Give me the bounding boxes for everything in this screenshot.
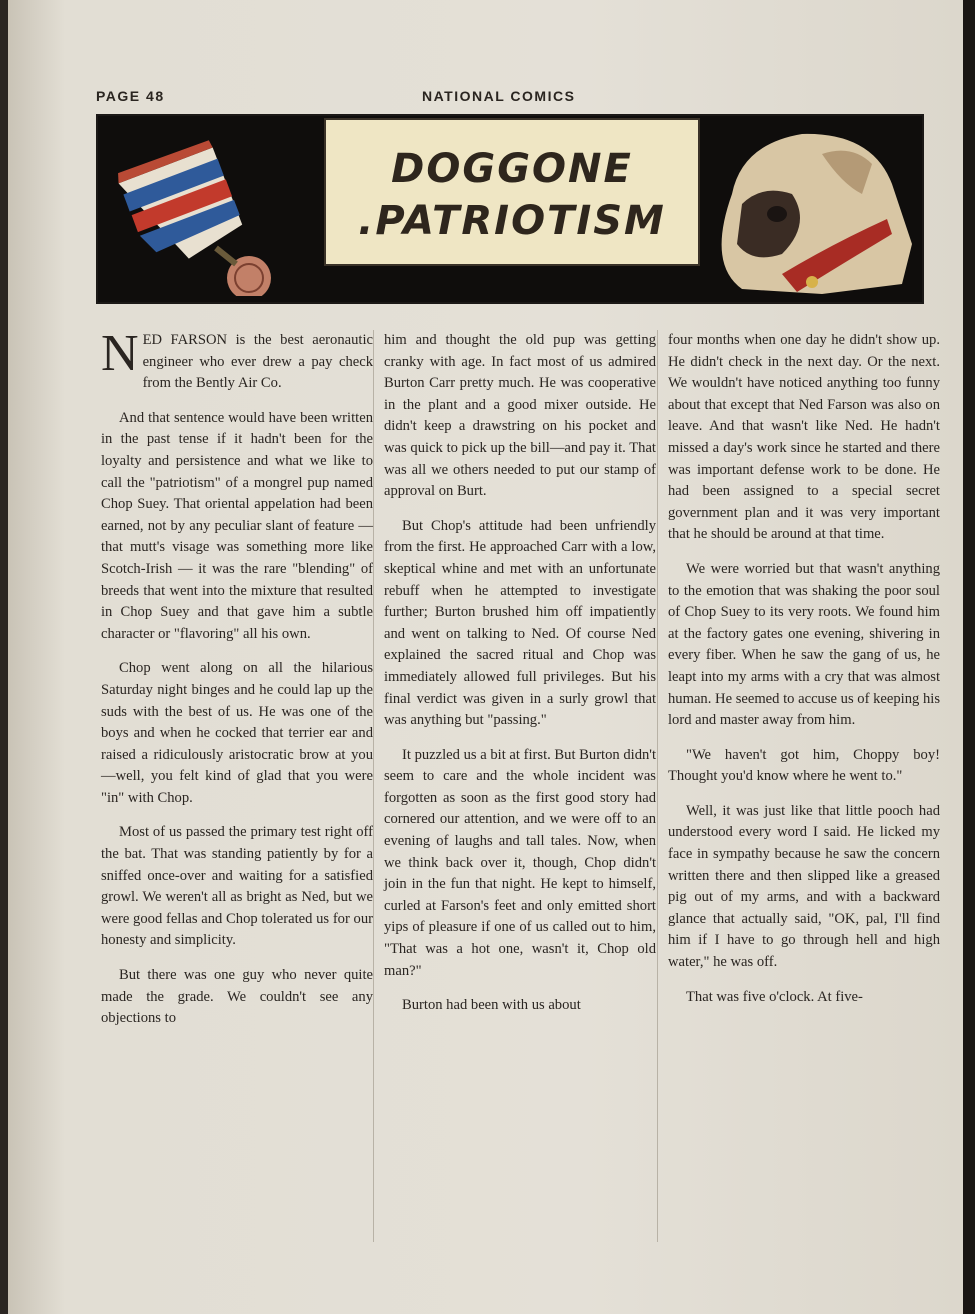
- medal-ribbon-icon: [106, 124, 296, 296]
- paragraph: It puzzled us a bit at first. But Burton didn't seem to care and the whole incident was forgotten as soon as the first good story had cornered our attention, and we were off to an evening of laughs and tall tales. Now, when we think back over it, though, Chop didn't join in the fun that night. He kept to himself, curled at Farson's feet and only emitted short yips of pleasure if one of us called out to him, "That was a hot one, wasn't it, Chop old man?": [384, 746, 656, 979]
- title-box: [324, 118, 700, 266]
- paragraph: four months when one day he didn't show up. He didn't check in the next day. Or the next. We wouldn't have noticed anything too funny about that except that Ned Farson was also on leave. And that wasn't like Ned. He hadn't missed a day's work since he started and there was important defense work to be done. He had been assigned to a special secret government plan and it was very important that he should be around at that time.: [668, 332, 940, 543]
- paragraph: That was five o'clock. At five-: [686, 988, 863, 1005]
- page-edge: [963, 0, 975, 1314]
- title-line-1: DOGGONE: [391, 146, 633, 192]
- article-column-3: [668, 330, 940, 1021]
- running-head: [96, 88, 925, 108]
- paragraph: him and thought the old pup was getting cranky with age. In fact most of us admired Burton Carr pretty much. He was cooperative in the plant and a good mixer outside. He didn't keep a drawstring on his pocket and was quick to pick up the bill—and pay it. That was all we others needed to put our stamp of approval on Burt.: [384, 332, 656, 500]
- paragraph: We were worried but that wasn't anything to the emotion that was shaking the poor soul of Chop Suey to its very roots. We found him at the factory gates one evening, shivering in every fiber. When he saw the gang of us, he leapt into my arms with a cry that was almost human. He seemed to accuse us of keeping his lord and master away from him.: [668, 560, 940, 729]
- paragraph: Well, it was just like that little pooch had understood every word I said. He licked my face in sympathy because he saw the concern written there and then slipped like a greased pig out of my arms, and with a backward glance that actually said, "OK, pal, I'll find him if I have to go through hell and high water," he was off.: [668, 802, 940, 971]
- title-banner: [96, 114, 924, 304]
- page-number: PAGE 48: [96, 88, 165, 104]
- paragraph: "We haven't got him, Choppy boy! Thought you'd know where he went to.": [668, 746, 940, 785]
- magazine-title: NATIONAL COMICS: [422, 88, 576, 104]
- article-column-1: [101, 325, 373, 1043]
- column-rule-2: [657, 330, 658, 1242]
- paragraph: And that sentence would have been written in the past tense if it hadn't been for the loyalty and persistence and what we like to call the "patriotism" of a mongrel pup named Chop Suey. That oriental appelation had been earned, not by any peculiar slant of feature — that mutt's visage was something more like Scotch-Irish — it was the rare "blending" of breeds that went into the mixture that resulted in Chop Suey and that gave him a subtle character or "flavoring" all his own.: [101, 409, 373, 642]
- paragraph-1: NED FARSON is the best aeronautic engineer who ever drew a pay check from the Bently Air Co.: [101, 325, 373, 392]
- paragraph: Most of us passed the primary test right off the bat. That was standing patiently by for a sniffed once-over and waiting for a satisfied growl. We weren't all as bright as Ned, but we were good fellas and Chop tolerated us for our honesty and simplicity.: [101, 824, 373, 949]
- article-column-2: [384, 330, 656, 1030]
- title-line-2: .PATRIOTISM: [358, 198, 666, 244]
- drop-cap: N: [101, 325, 139, 382]
- paragraph: But there was one guy who never quite made the grade. We couldn't see any objections to: [101, 967, 373, 1027]
- paragraph: But Chop's attitude had been unfriendly from the first. He approached Carr with a low, skeptical whine and met with an unfortunate rebuff when he attempted to investigate further; Burton brushed him off impatiently and went on talking to Ned. Of course Ned explained the sacred ritual and Chop was immediately allowed full privileges. But his final verdict was given in a surly growl that was anything but "passing.": [384, 517, 656, 729]
- paragraph: Chop went along on all the hilarious Saturday night binges and he could lap up the suds with the best of us. He was one of the boys and when he cocked that terrier ear and raised a ridiculously aristocratic brow at you—well, you felt kind of glad that you were "in" with Chop.: [101, 660, 373, 806]
- dog-illustration: [702, 124, 916, 298]
- column-rule-1: [373, 330, 374, 1242]
- paragraph: Burton had been with us about: [402, 997, 581, 1014]
